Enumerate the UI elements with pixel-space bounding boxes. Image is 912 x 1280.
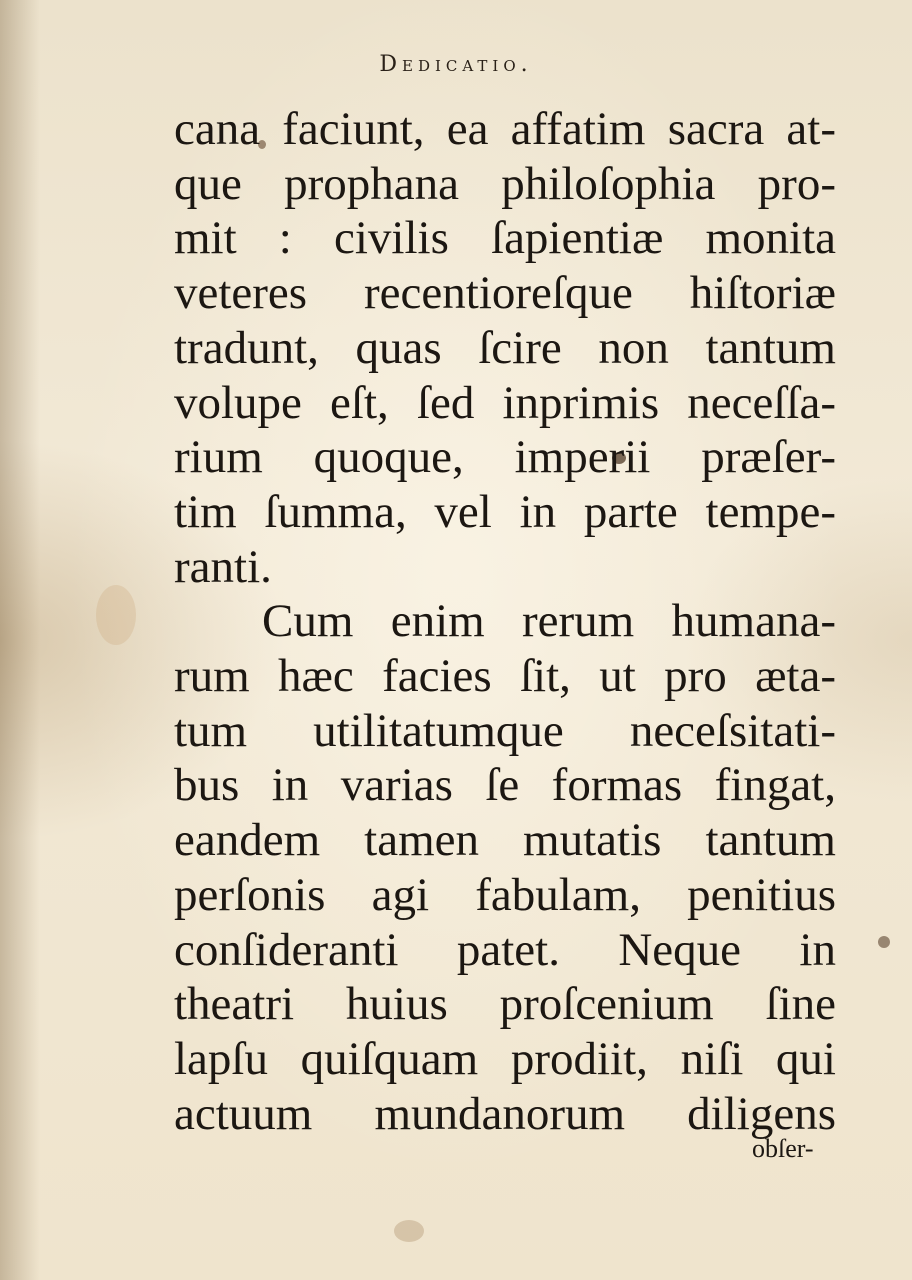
body-text	[174, 102, 836, 1141]
text-line: que prophana philoſophia pro-	[174, 157, 836, 210]
text-line: veteres recentioreſque hiſtoriæ	[174, 267, 836, 320]
text-line: perſonis agi fabulam, penitius	[174, 868, 836, 921]
spine-shadow	[0, 0, 40, 1280]
text-line: rium quoque, imperii præſer-	[174, 431, 836, 484]
text-line: eandem tamen mutatis tantum	[174, 814, 836, 867]
text-line: tradunt, quas ſcire non tantum	[174, 321, 836, 374]
text-line: tum utilitatumque neceſsitati-	[174, 704, 836, 757]
text-line: theatri huius proſcenium ſine	[174, 978, 836, 1031]
text-line: volupe eſt, ſed inprimis neceſſa-	[174, 376, 836, 429]
paper-stain	[96, 585, 136, 645]
text-line: tim ſumma, vel in parte tempe-	[174, 485, 836, 538]
text-line: rum hæc facies ſit, ut pro æta-	[174, 650, 836, 703]
catchword: obſer-	[752, 1134, 814, 1163]
text-line: actuum mundanorum diligens	[174, 1087, 836, 1140]
text-line: lapſu quiſquam prodiit, niſi qui	[174, 1032, 836, 1085]
ink-spot	[878, 936, 890, 948]
running-header: Dedicatio.	[379, 52, 533, 77]
paper-stain	[394, 1220, 424, 1242]
text-line: mit : civilis ſapientiæ monita	[174, 212, 836, 265]
text-line: conſideranti patet. Neque in	[174, 923, 836, 976]
text-line: Cum enim rerum humana-	[262, 595, 836, 648]
text-line: cana faciunt, ea affatim sacra at-	[174, 103, 836, 155]
text-line: ranti.	[174, 540, 272, 593]
text-line: bus in varias ſe formas fingat,	[174, 759, 836, 812]
